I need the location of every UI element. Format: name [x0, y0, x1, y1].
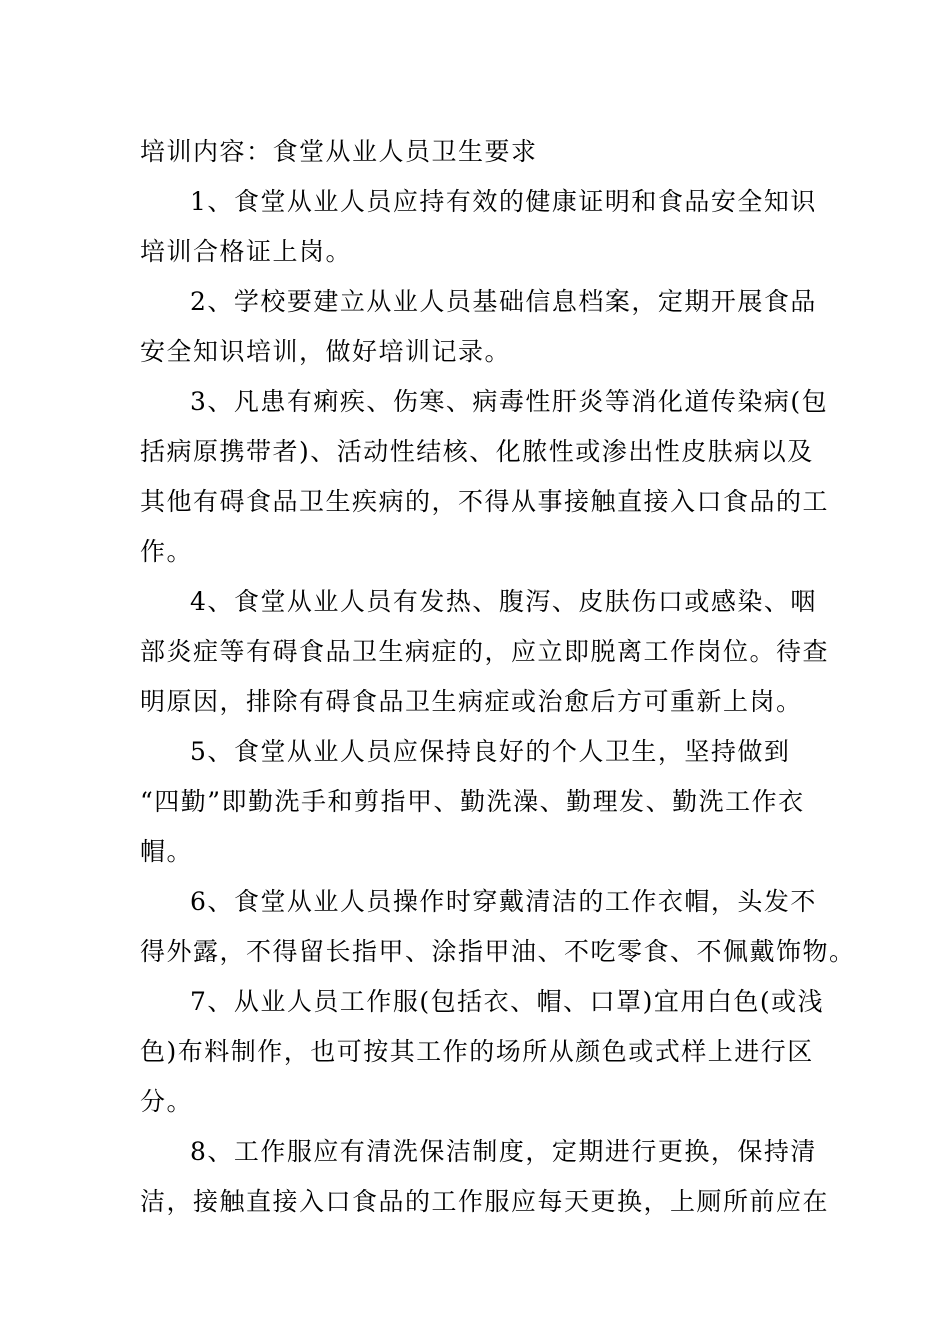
paragraph-5-line-2: “四勤”即勤洗手和剪指甲、勤洗澡、勤理发、勤洗工作衣	[140, 787, 805, 816]
paragraph-8-line-1: 8、工作服应有清洗保洁制度，定期进行更换，保持清	[190, 1137, 817, 1166]
paragraph-2-line-2: 安全知识培训，做好培训记录。	[140, 337, 512, 366]
paragraph-4-line-1: 4、食堂从业人员有发热、腹泻、皮肤伤口或感染、咽	[190, 587, 817, 616]
paragraph-4-line-2: 部炎症等有碍食品卫生病症的，应立即脱离工作岗位。待查	[140, 637, 830, 666]
paragraph-7-line-1: 7、从业人员工作服(包括衣、帽、口罩)宜用白色(或浅	[190, 987, 825, 1016]
paragraph-1-line-2: 培训合格证上岗。	[140, 237, 353, 266]
paragraph-6-line-1: 6、食堂从业人员操作时穿戴清洁的工作衣帽，头发不	[190, 887, 817, 916]
paragraph-8-line-2: 洁，接触直接入口食品的工作服应每天更换，上厕所前应在	[140, 1187, 830, 1216]
paragraph-2-line-1: 2、学校要建立从业人员基础信息档案，定期开展食品	[190, 287, 817, 316]
paragraph-3-line-3: 其他有碍食品卫生疾病的，不得从事接触直接入口食品的工	[140, 487, 830, 516]
paragraph-3-line-4: 作。	[140, 537, 194, 566]
paragraph-5-line-1: 5、食堂从业人员应保持良好的个人卫生，坚持做到	[190, 737, 791, 766]
paragraph-6-line-2: 得外露，不得留长指甲、涂指甲油、不吃零食、不佩戴饰物。	[140, 937, 856, 966]
paragraph-1-line-1: 1、食堂从业人员应持有效的健康证明和食品安全知识	[190, 187, 817, 216]
document-title: 培训内容：食堂从业人员卫生要求	[140, 137, 538, 166]
paragraph-5-line-3: 帽。	[140, 837, 194, 866]
paragraph-3-line-1: 3、凡患有痢疾、伤寒、病毒性肝炎等消化道传染病(包	[190, 387, 829, 416]
paragraph-3-line-2: 括病原携带者)、活动性结核、化脓性或渗出性皮肤病以及	[140, 437, 814, 466]
paragraph-7-line-2: 色)布料制作，也可按其工作的场所从颜色或式样上进行区	[140, 1037, 814, 1066]
paragraph-7-line-3: 分。	[140, 1087, 194, 1116]
paragraph-4-line-3: 明原因，排除有碍食品卫生病症或治愈后方可重新上岗。	[140, 687, 803, 716]
